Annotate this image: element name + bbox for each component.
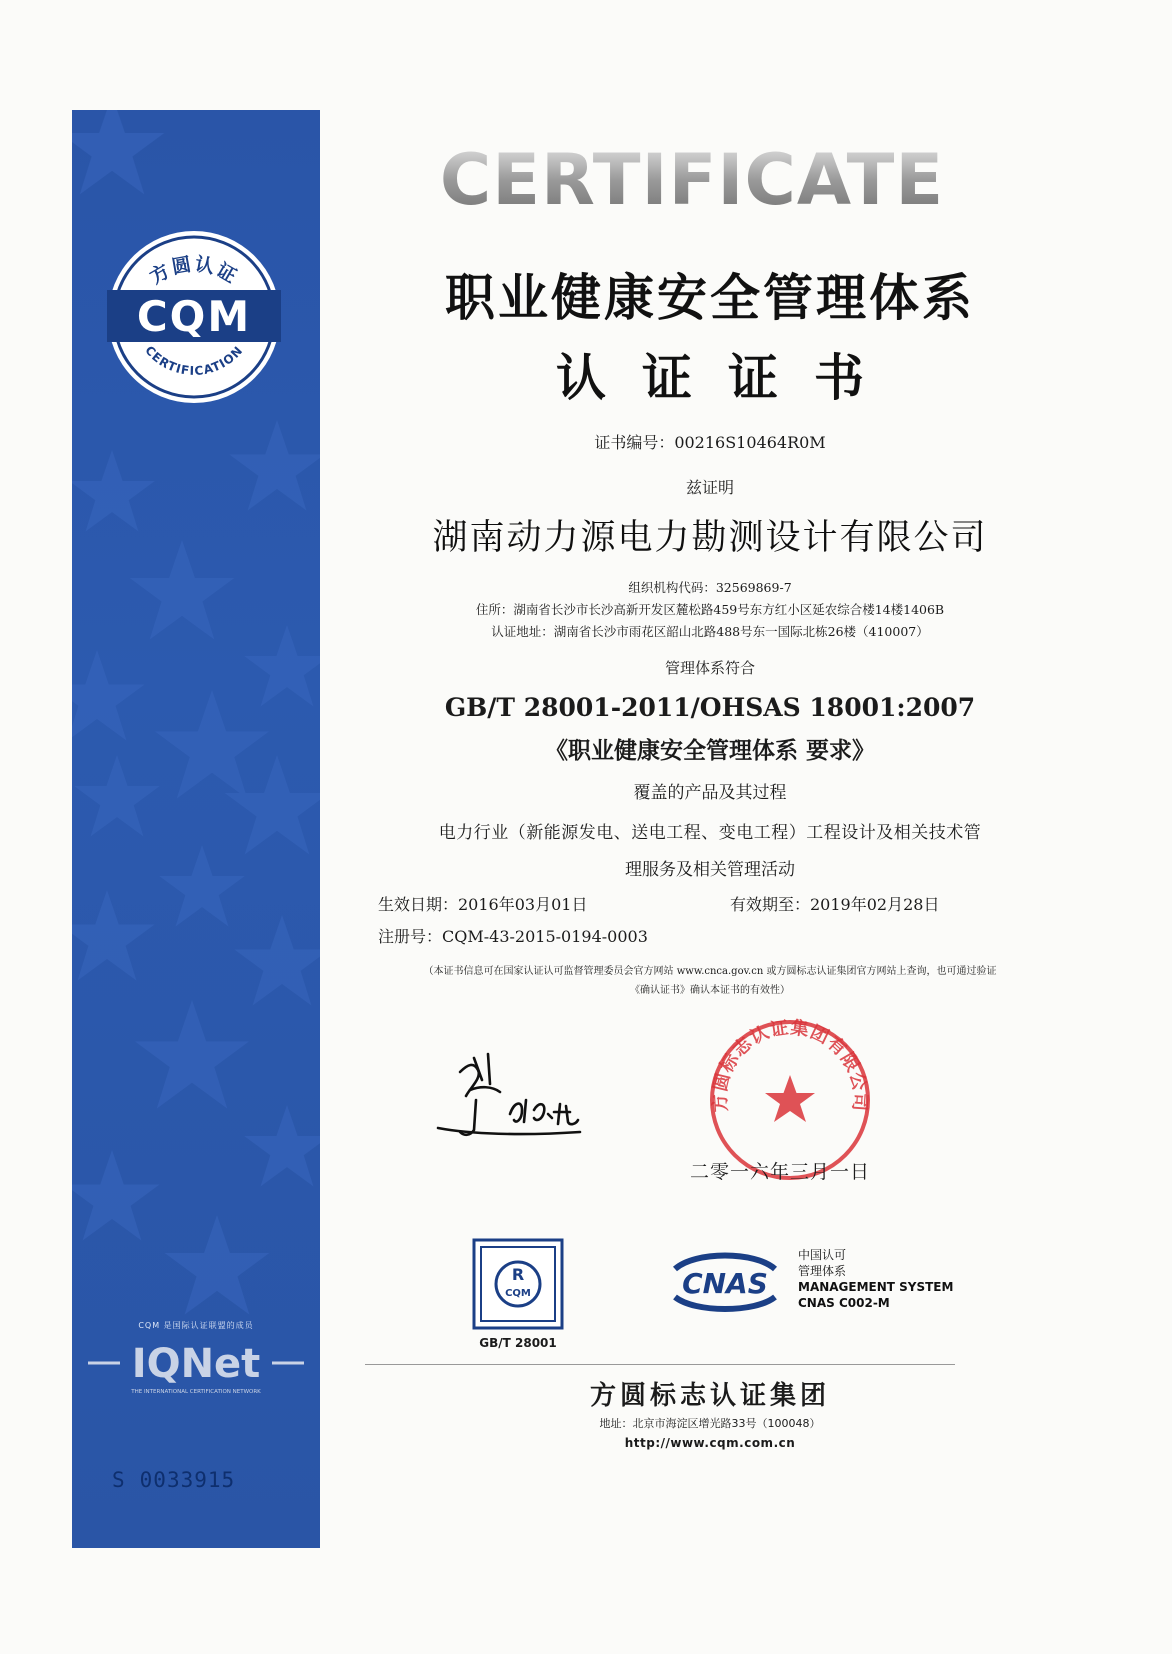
svg-text:CQM: CQM xyxy=(136,292,252,341)
svg-text:方圆认证: 方圆认证 xyxy=(146,253,242,289)
svg-text:CNAS: CNAS xyxy=(682,1267,768,1300)
certified-address: 认证地址：湖南省长沙市雨花区韶山北路488号东一国际北栋26楼（410007） xyxy=(491,624,929,639)
effective-date: 生效日期：2016年03月01日 xyxy=(378,895,588,914)
standard-name: 《职业健康安全管理体系 要求》 xyxy=(544,737,875,764)
sidebar-band xyxy=(72,110,320,1548)
issuer-website: http://www.cqm.com.cn xyxy=(624,1436,796,1450)
registered-address: 住所：湖南省长沙市长沙高新开发区麓松路459号东方红小区延农综合楼14楼1406B xyxy=(475,602,945,617)
svg-text:IQNet: IQNet xyxy=(131,1341,261,1387)
certificate-title: 职业健康安全管理体系 xyxy=(445,269,975,327)
svg-text:方圆标志认证集团有限公司: 方圆标志认证集团有限公司 xyxy=(709,1017,871,1113)
handwritten-signature xyxy=(430,1040,610,1150)
cnas-line4: CNAS C002-M xyxy=(798,1296,890,1310)
svg-text:CERTIFICATE: CERTIFICATE xyxy=(439,142,945,212)
cnas-logo xyxy=(665,1247,785,1317)
scope-text-line2: 理服务及相关管理活动 xyxy=(625,860,795,880)
verification-note-line1: （本证书信息可在国家认证认可监督管理委员会官方网站 www.cnca.gov.cn 或方圆标志认证集团官方网站上查询，也可通过验证 xyxy=(423,966,997,977)
conform-label: 管理体系符合 xyxy=(664,659,755,677)
expiry-date: 有效期至：2019年02月28日 xyxy=(730,895,940,914)
company-name: 湖南动力源电力勘测设计有限公司 xyxy=(432,518,988,558)
rcqm-standard-label: GB/T 28001 xyxy=(479,1336,557,1350)
svg-text:THE INTERNATIONAL CERTIFICATIO: THE INTERNATIONAL CERTIFICATION NETWORK xyxy=(131,1389,261,1395)
issuer-address: 地址：北京市海淀区增光路33号（100048） xyxy=(599,1417,821,1430)
certificate-heading-en xyxy=(320,142,1100,212)
scope-text-line1: 电力行业（新能源发电、送电工程、变电工程）工程设计及相关技术管 xyxy=(438,823,982,843)
organization-code: 组织机构代码：32569869-7 xyxy=(628,580,792,595)
standard-code: GB/T 28001-2011/OHSAS 18001:2007 xyxy=(444,693,976,722)
cqm-certification-badge xyxy=(105,228,283,406)
cnas-description xyxy=(798,1247,953,1311)
certificate-subtitle: 认证证书 xyxy=(556,349,900,407)
iqnet-member-text: CQM 是国际认证联盟的成员 xyxy=(138,1321,254,1330)
svg-text:CERTIFICATION: CERTIFICATION xyxy=(142,343,246,379)
registration-number: 注册号：CQM-43-2015-0194-0003 xyxy=(378,927,648,946)
iqnet-logo xyxy=(82,1335,310,1405)
certificate-body xyxy=(320,110,1100,1548)
svg-text:R: R xyxy=(511,1265,525,1284)
cnas-line1: 中国认可 xyxy=(798,1248,847,1262)
serial-prefix: S xyxy=(112,1468,126,1492)
hereby-label: 兹证明 xyxy=(685,478,734,497)
issue-date: 二零一六年三月一日 xyxy=(690,1161,871,1183)
cnas-line2: 管理体系 xyxy=(798,1264,847,1278)
serial-digits: 0033915 xyxy=(139,1468,236,1492)
issuer-group-name: 方圆标志认证集团 xyxy=(589,1381,830,1411)
scope-label: 覆盖的产品及其过程 xyxy=(633,783,787,803)
rcqm-accreditation-mark xyxy=(472,1238,564,1330)
verification-note-line2: 《确认证书》确认本证书的有效性） xyxy=(630,985,790,996)
svg-text:CQM: CQM xyxy=(505,1288,531,1299)
certificate-number: 证书编号：00216S10464R0M xyxy=(594,433,826,452)
footer-divider xyxy=(365,1364,955,1365)
cnas-line3: MANAGEMENT SYSTEM xyxy=(798,1280,954,1294)
serial-number xyxy=(112,1468,235,1492)
